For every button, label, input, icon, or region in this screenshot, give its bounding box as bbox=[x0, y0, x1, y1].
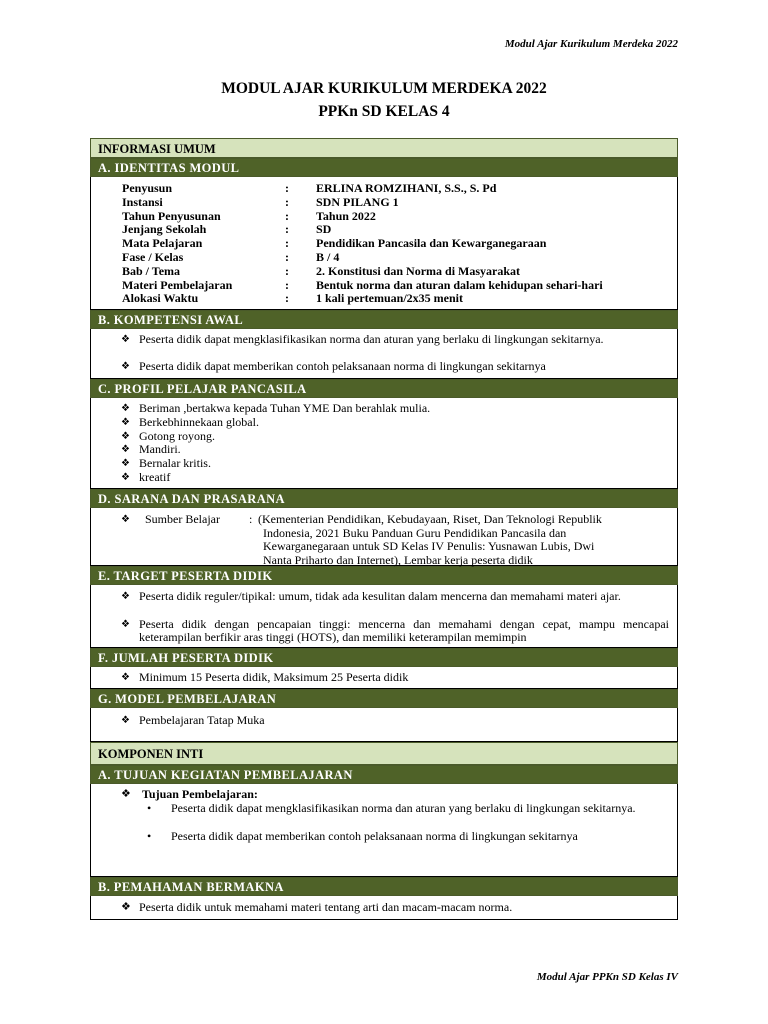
module-table bbox=[90, 138, 678, 920]
identitas-value: SD bbox=[316, 222, 332, 237]
tujuan-heading: Tujuan Pembelajaran: bbox=[142, 787, 258, 801]
identitas-key: Penyusun bbox=[122, 181, 173, 195]
identitas-key: Alokasi Waktu bbox=[122, 291, 199, 306]
identitas-value: ERLINA ROMZIHANI, S.S., S. Pd bbox=[316, 181, 497, 195]
colon: : bbox=[285, 263, 289, 278]
list-item: Peserta didik reguler/tipikal: umum, tidak ada kesulitan dalam mencerna dan memahami materi ajar. bbox=[139, 589, 621, 603]
bullet-icon: ❖ bbox=[121, 514, 130, 525]
sarana-cell bbox=[90, 508, 678, 566]
bullet-icon: ❖ bbox=[121, 901, 131, 913]
identitas-value: 2. Konstitusi dan Norma di Masyarakat bbox=[316, 263, 521, 278]
section-informasi-umum: INFORMASI UMUM bbox=[90, 138, 678, 158]
section-komponen-inti: KOMPONEN INTI bbox=[90, 742, 678, 765]
colon: : bbox=[285, 194, 289, 209]
sumber-belajar-line: Nanta Priharto dan Internet), Lembar kerja peserta didik bbox=[263, 552, 533, 567]
tujuan-cell bbox=[90, 784, 678, 877]
bullet-icon: ❖ bbox=[121, 672, 130, 683]
bullet-icon: ❖ bbox=[121, 619, 130, 630]
identitas-key: Mata Pelajaran bbox=[122, 236, 203, 251]
list-item: Peserta didik dapat mengklasifikasikan norma dan aturan yang berlaku di lingkungan sekitarnya. bbox=[139, 332, 604, 346]
section-identitas-modul: A. IDENTITAS MODUL bbox=[90, 158, 678, 177]
list-item: Gotong royong. bbox=[139, 428, 215, 443]
profil-cell bbox=[90, 398, 678, 489]
identitas-value: SDN PILANG 1 bbox=[316, 194, 399, 209]
bullet-icon: ❖ bbox=[121, 591, 130, 602]
identitas-value: 1 kali pertemuan/2x35 menit bbox=[316, 291, 463, 306]
document-subtitle: PPKn SD KELAS 4 bbox=[318, 103, 450, 120]
colon: : bbox=[285, 291, 289, 306]
bullet-icon: ❖ bbox=[121, 444, 130, 456]
bullet-icon: ❖ bbox=[121, 430, 130, 442]
colon: : bbox=[249, 512, 253, 526]
list-item: kreatif bbox=[139, 470, 171, 484]
list-item: Peserta didik dengan pencapaian tinggi: mencerna dan memahami dengan cepat, mampu mencapai keterampilan berfikir aras tinggi (HOTS), dan memiliki keterampilan memimpin bbox=[139, 617, 669, 644]
list-item: Pembelajaran Tatap Muka bbox=[139, 713, 265, 727]
colon: : bbox=[285, 277, 289, 292]
list-item: Mandiri. bbox=[139, 442, 181, 457]
sumber-belajar-label: Sumber Belajar bbox=[145, 512, 220, 526]
identitas-value: B / 4 bbox=[316, 250, 340, 264]
bullet-icon: ❖ bbox=[121, 416, 130, 428]
identitas-value: Tahun 2022 bbox=[316, 208, 376, 223]
sumber-belajar-line: Kewarganegaraan untuk SD Kelas IV Penulis: Yusnawan Lubis, Dwi bbox=[263, 539, 595, 553]
bullet-icon: ❖ bbox=[121, 788, 131, 800]
document-title: MODUL AJAR KURIKULUM MERDEKA 2022 bbox=[221, 80, 547, 97]
section-kompetensi-awal: B. KOMPETENSI AWAL bbox=[90, 310, 678, 329]
bullet-icon: ❖ bbox=[121, 403, 130, 414]
list-item: Peserta didik untuk memahami materi tentang arti dan macam-macam norma. bbox=[139, 900, 513, 914]
dot-icon: • bbox=[147, 801, 152, 815]
bullet-icon: ❖ bbox=[121, 472, 130, 483]
section-profil-pelajar: C. PROFIL PELAJAR PANCASILA bbox=[90, 379, 678, 398]
bullet-icon: ❖ bbox=[121, 334, 130, 345]
list-item: Berkebhinnekaan global. bbox=[139, 414, 259, 429]
identitas-key: Materi Pembelajaran bbox=[122, 277, 233, 292]
section-jumlah-peserta: F. JUMLAH PESERTA DIDIK bbox=[90, 648, 678, 667]
kompetensi-cell bbox=[90, 329, 678, 379]
model-cell bbox=[90, 708, 678, 742]
bullet-icon: ❖ bbox=[121, 361, 130, 372]
sumber-belajar-line: (Kementerian Pendidikan, Kebudayaan, Riset, Dan Teknologi Republik bbox=[258, 512, 602, 526]
identitas-key: Jenjang Sekolah bbox=[122, 222, 207, 237]
page-footer: Modul Ajar PPKn SD Kelas IV bbox=[536, 971, 678, 983]
jumlah-cell bbox=[90, 667, 678, 689]
section-target-peserta: E. TARGET PESERTA DIDIK bbox=[90, 566, 678, 585]
identitas-cell bbox=[90, 177, 678, 310]
sumber-belajar-line: Indonesia, 2021 Buku Panduan Guru Pendidikan Pancasila dan bbox=[263, 525, 567, 540]
pemahaman-cell bbox=[90, 896, 678, 920]
list-item: Peserta didik dapat memberikan contoh pelaksanaan norma di lingkungan sekitarnya bbox=[171, 829, 578, 843]
colon: : bbox=[285, 250, 289, 264]
section-tujuan-kegiatan: A. TUJUAN KEGIATAN PEMBELAJARAN bbox=[90, 765, 678, 784]
colon: : bbox=[285, 236, 289, 251]
identitas-key: Instansi bbox=[122, 194, 163, 209]
list-item: Minimum 15 Peserta didik, Maksimum 25 Peserta didik bbox=[139, 670, 409, 684]
dot-icon: • bbox=[147, 829, 152, 843]
section-sarana-prasarana: D. SARANA DAN PRASARANA bbox=[90, 489, 678, 508]
list-item: Peserta didik dapat mengklasifikasikan norma dan aturan yang berlaku di lingkungan sekitarnya. bbox=[171, 801, 636, 815]
bullet-icon: ❖ bbox=[121, 458, 130, 470]
colon: : bbox=[285, 208, 289, 223]
target-cell bbox=[90, 585, 678, 648]
colon: : bbox=[285, 222, 289, 237]
bullet-icon: ❖ bbox=[121, 715, 130, 726]
list-item: Bernalar kritis. bbox=[139, 456, 211, 471]
list-item: Peserta didik dapat memberikan contoh pelaksanaan norma di lingkungan sekitarnya bbox=[139, 359, 546, 373]
identitas-key: Bab / Tema bbox=[122, 263, 181, 278]
identitas-value: Pendidikan Pancasila dan Kewarganegaraan bbox=[316, 236, 547, 251]
list-item: Beriman ,bertakwa kepada Tuhan YME Dan berahlak mulia. bbox=[139, 401, 431, 415]
identitas-key: Tahun Penyusunan bbox=[122, 208, 221, 223]
section-model-pembelajaran: G. MODEL PEMBELAJARAN bbox=[90, 689, 678, 708]
identitas-key: Fase / Kelas bbox=[122, 250, 184, 264]
section-pemahaman-bermakna: B. PEMAHAMAN BERMAKNA bbox=[90, 877, 678, 896]
identitas-value: Bentuk norma dan aturan dalam kehidupan sehari-hari bbox=[316, 277, 603, 292]
colon: : bbox=[285, 181, 289, 195]
page-header: Modul Ajar Kurikulum Merdeka 2022 bbox=[504, 38, 678, 50]
